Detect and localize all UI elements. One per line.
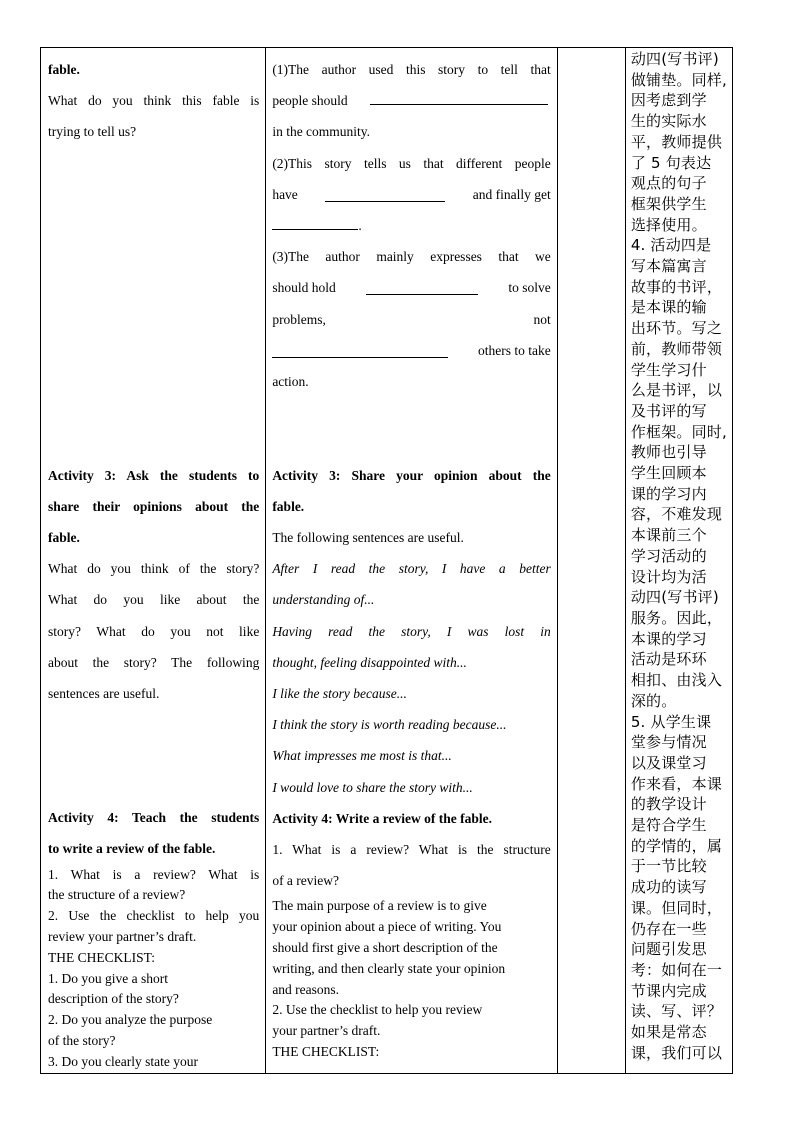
- sentence-frame: thought, feeling disappointed with...: [272, 654, 467, 670]
- checklist-heading: THE CHECKLIST:: [272, 1044, 380, 1060]
- reflection-line: 相扣、由浅入: [630, 671, 723, 690]
- reflection-line: 出环节。写之: [630, 319, 723, 338]
- checklist-heading: THE CHECKLIST:: [48, 949, 155, 965]
- question-1-line: in the community.: [272, 124, 371, 140]
- question-3-line: others to take: [272, 335, 550, 366]
- reflection-line: 本课前三个: [630, 526, 707, 545]
- activity-4-title: Activity 4: Write a review of the fable.: [272, 810, 493, 826]
- reflection-line: 故事的书评，: [630, 277, 723, 296]
- reflection-line: 以及课堂习: [630, 753, 707, 772]
- reflection-line: 学习活动的: [630, 546, 707, 565]
- reflection-line: 成功的读写: [630, 878, 707, 897]
- activity-4-question: of a review?: [272, 873, 340, 889]
- activity-4-title: to write a review of the fable.: [48, 841, 216, 857]
- checklist-item: 2. Do you analyze the purpose: [48, 1012, 213, 1028]
- reflection-line: 因考虑到学: [630, 91, 707, 110]
- activity-3-intro: The following sentences are useful.: [272, 530, 464, 546]
- activity-4-text: your opinion about a piece of writing. You: [272, 919, 502, 935]
- reflection-line: 课，我们可以: [630, 1043, 723, 1062]
- reflection-line: 及书评的写: [630, 401, 707, 420]
- activity-4-text: and reasons.: [272, 981, 340, 997]
- reflection-line: 教师也引导: [630, 443, 707, 462]
- sentence-frame: I think the story is worth reading because...: [272, 717, 507, 733]
- answer-blank[interactable]: [370, 90, 548, 105]
- activity-4-question: 1. What is a review? What is the structure: [272, 842, 551, 858]
- reflection-line: 5. 从学生课: [630, 712, 712, 731]
- answer-blank[interactable]: [272, 343, 448, 358]
- checklist-item: 1. Do you give a short: [48, 970, 168, 986]
- activity-4-text: the structure of a review?: [48, 887, 186, 903]
- reflection-line: 堂参与情况: [630, 733, 707, 752]
- activity-3-text: about the story? The following: [48, 654, 260, 670]
- answer-blank[interactable]: [366, 280, 478, 295]
- question-line: What do you think this fable is: [48, 93, 260, 109]
- activity-4-text: 1. What is a review? What is: [48, 866, 260, 882]
- reflection-line: 服务。因此，: [630, 608, 723, 627]
- sentence-frame: Having read the story, I was lost in: [272, 623, 551, 639]
- question-2-line: have and finally get: [272, 186, 551, 202]
- reflection-line: 考：如何在一: [630, 960, 723, 979]
- activity-3-title: fable.: [272, 498, 305, 514]
- activity-3-title: Activity 3: Ask the students to: [48, 467, 260, 483]
- checklist-item: description of the story?: [48, 991, 179, 1007]
- activity-4-text: review your partner’s draft.: [48, 929, 197, 945]
- activity-3-text: sentences are useful.: [48, 686, 160, 702]
- teacher-activity-cell: [41, 48, 266, 1074]
- reflection-line: 么是书评，以: [630, 381, 723, 400]
- activity-3-text: What do you think of the story?: [48, 561, 260, 577]
- student-activity-cell: [266, 48, 557, 1074]
- activity-3-text: story? What do you not like: [48, 623, 260, 639]
- question-1-line: people should: [272, 85, 550, 116]
- sentence-frame: understanding of...: [272, 592, 375, 608]
- answer-blank[interactable]: [325, 187, 445, 202]
- reflection-line: 的教学设计: [630, 795, 707, 814]
- question-3-line: problems, not: [272, 311, 551, 327]
- reflection-cell: [625, 48, 732, 1074]
- question-1-line: (1)The author used this story to tell that: [272, 62, 551, 77]
- reflection-line: 课的学习内: [630, 484, 707, 503]
- checklist-item: 3. Do you clearly state your: [48, 1053, 198, 1069]
- activity-4-text: 2. Use the checklist to help you review: [272, 1002, 483, 1018]
- table-row: [41, 48, 733, 1074]
- reflection-line: 学生回顾本: [630, 464, 707, 483]
- question-3-line: (3)The author mainly expresses that we: [272, 249, 551, 265]
- reflection-line: 前，教师带领: [630, 339, 723, 358]
- reflection-text: [626, 48, 732, 1063]
- reflection-line: 容，不难发现: [630, 505, 723, 524]
- reflection-line: 设计均为活: [630, 567, 707, 586]
- activity-4-text: 2. Use the checklist to help you: [48, 908, 260, 924]
- activity-4-text: should first give a short description of the: [272, 940, 498, 956]
- reflection-line: 读、写、评？: [630, 1002, 723, 1021]
- activity-3-text: What do you like about the: [48, 592, 260, 608]
- reflection-line: 框架供学生: [630, 194, 707, 213]
- reflection-line: 学生学习什: [630, 360, 707, 379]
- reflection-line: 本课的学习: [630, 629, 707, 648]
- reflection-line: 是符合学生: [630, 816, 707, 835]
- reflection-line: 的学情的，属: [630, 836, 723, 855]
- fable-label: fable.: [48, 62, 80, 77]
- question-2-line: .: [272, 210, 550, 241]
- reflection-line: 节课内完成: [630, 981, 707, 1000]
- sentence-frame: What impresses me most is that...: [272, 748, 452, 764]
- checklist-item: of the story?: [48, 1033, 116, 1049]
- reflection-line: 动四(写书评): [630, 50, 719, 68]
- activity-4-text: The main purpose of a review is to give: [272, 898, 487, 914]
- reflection-line: 仍存在一些: [630, 919, 707, 938]
- empty-cell: [557, 48, 625, 1074]
- reflection-line: 做铺垫。同样,: [630, 70, 727, 89]
- reflection-line: 4. 活动四是: [630, 236, 712, 255]
- answer-blank[interactable]: [272, 215, 358, 230]
- reflection-line: 深的。: [630, 691, 677, 710]
- reflection-line: 于一节比较: [630, 857, 707, 876]
- reflection-line: 观点的句子: [630, 174, 707, 193]
- reflection-line: 如果是常态: [630, 1023, 707, 1042]
- reflection-line: 作框架。同时,: [630, 422, 727, 441]
- reflection-line: 作来看，本课: [630, 774, 723, 793]
- question-3-line: action.: [272, 374, 309, 390]
- reflection-line: 了 5 句表达: [630, 153, 712, 172]
- lesson-plan-table: [40, 47, 733, 1074]
- reflection-line: 写本篇寓言: [630, 257, 707, 276]
- reflection-line: 动四(写书评): [630, 588, 719, 607]
- activity-3-title: share their opinions about the: [48, 498, 260, 514]
- question-line: trying to tell us?: [48, 124, 137, 140]
- activity-3-title: fable.: [48, 530, 80, 546]
- activity-4-text: your partner’s draft.: [272, 1023, 381, 1039]
- activity-4-title: Activity 4: Teach the students: [48, 810, 260, 826]
- sentence-frame: After I read the story, I have a better: [272, 561, 551, 577]
- reflection-line: 平，教师提供: [630, 132, 723, 151]
- sentence-frame: I would love to share the story with...: [272, 779, 473, 795]
- sentence-frame: I like the story because...: [272, 686, 407, 702]
- activity-4-text: writing, and then clearly state your opinion: [272, 960, 506, 976]
- question-2-line: (2)This story tells us that different people: [272, 155, 551, 171]
- reflection-line: 生的实际水: [630, 112, 707, 131]
- activity-3-title: Activity 3: Share your opinion about the: [272, 467, 551, 483]
- reflection-line: 问题引发思: [630, 940, 707, 959]
- reflection-line: 活动是环环: [630, 650, 707, 669]
- reflection-line: 选择使用。: [630, 215, 707, 234]
- reflection-line: 是本课的输: [630, 298, 707, 317]
- question-3-line: should hold to solve: [272, 280, 551, 296]
- reflection-line: 课。但同时，: [630, 898, 723, 917]
